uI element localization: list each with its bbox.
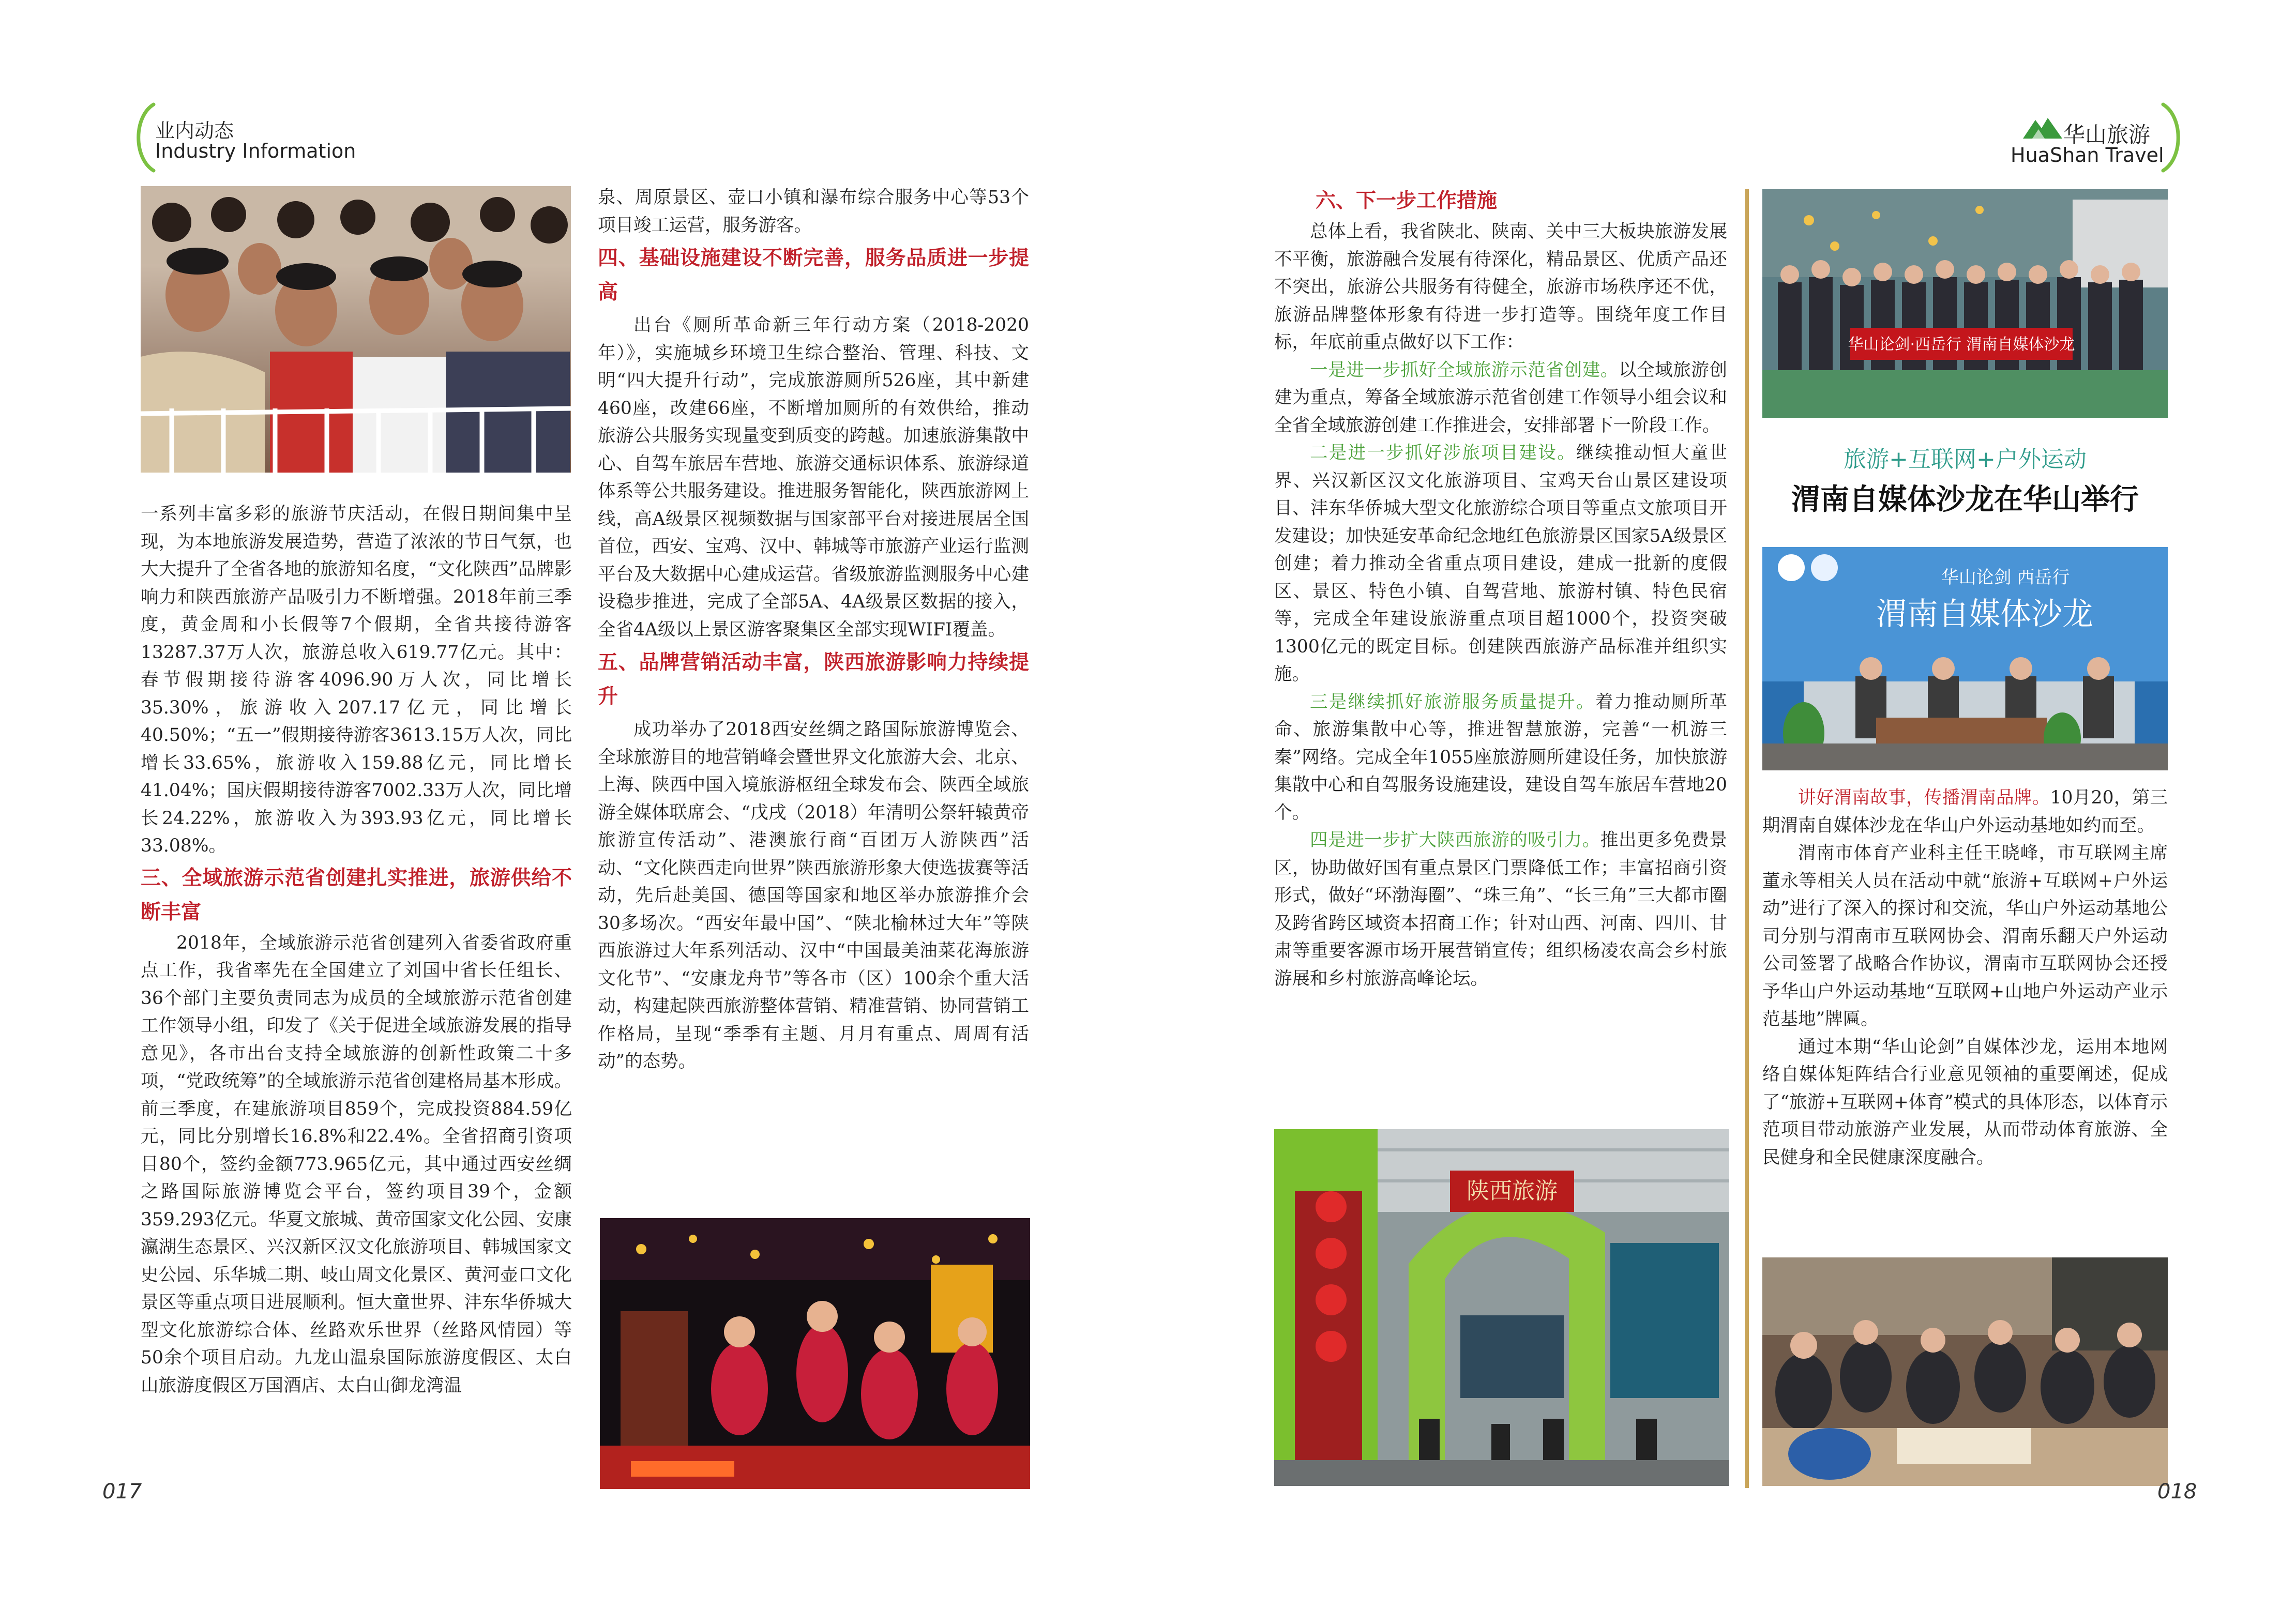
col3-body1: 以全域旅游创建为重点，筹备全域旅游示范省创建工作领导小组会议和全省全域旅游创建工作推进会，安排部署下一阶段工作。 bbox=[1274, 359, 1728, 436]
col3-lead1: 一是进一步抓好全域旅游示范省创建。 bbox=[1310, 359, 1619, 381]
photo-night-festival bbox=[600, 1218, 1030, 1489]
stage-banner-line1: 华山论剑 西岳行 bbox=[1941, 567, 2070, 588]
photo-exhibition-hall bbox=[1274, 1129, 1729, 1486]
col4-para1 bbox=[1762, 784, 2168, 840]
stage-banner-line2: 渭南自媒体沙龙 bbox=[1876, 596, 2093, 632]
section3-heading: 三、全域旅游示范省创建扎实推进，旅游供给不断丰富 bbox=[141, 866, 572, 924]
col4-text bbox=[1762, 784, 2168, 1172]
header-right-logo-en: HuaShan Travel bbox=[2011, 144, 2164, 166]
col4-para3: 通过本期“华山论剑”自媒体沙龙，运用本地网络自媒体矩阵结合行业意见领袖的重要阐述，促成了“旅游+互联网+体育”模式的具体形态，以体育示范项目带动旅游产业发展，从而带动体育旅游、全民健身和全民健康深度融合。 bbox=[1762, 1036, 2168, 1168]
col4-para2: 渭南市体育产业科主任王晓峰，市互联网主席董永等相关人员在活动中就“旅游+互联网+户外运动”进行了深入的探讨和交流，华山户外运动基地公司分别与渭南市互联网协会、渭南乐翻天户外运动公司签署了战略合作协议，渭南市互联网协会还授予华山户外运动基地“互联网+山地户外运动产业示范基地”牌匾。 bbox=[1762, 843, 2168, 1029]
col3-item2 bbox=[1274, 439, 1727, 689]
article-title: 渭南自媒体沙龙在华山举行 bbox=[1791, 483, 2139, 517]
col2-para2: 出台《厕所革命新三年行动方案（2018-2020年）》，实施城乡环境卫生综合整治、管理、科技、文明“四大提升行动”，完成旅游厕所526座，其中新建460座，改建66座，不断增加厕所的有效供给，推动旅游公共服务实现量变到质变的跨越。加速旅游集散中心、自驾车旅居车营地、旅游交通标识体系、旅游绿道体系等公共服务建设。推进服务智能化，陕西旅游网上线，高A级景区视频数据与国家部平台对接进展居全国首位，西安、宝鸡、汉中、韩城等市旅游产业运行监测平台及大数据中心建成运营。省级旅游监测服务中心建设稳步推进，完成了全部5A、4A级景区数据的接入，全省4A级以上景区游客聚集区全部实现WIFI覆盖。 bbox=[598, 315, 1029, 640]
col3-body2: 继续推动恒大童世界、兴汉新区汉文化旅游项目、宝鸡天台山景区建设项目、沣东华侨城大型文化旅游综合项目等重点文旅项目开发建设；加快延安革命纪念地红色旅游景区国家5A级景区创建；着力推动全省重点项目建设，建成一批新的度假区、景区、特色小镇、自驾营地、旅游村镇、特色民宿等，完成全年建设旅游重点项目超1000个，投资突破1300亿元的既定目标。创建陕西旅游产品标准并组织实施。 bbox=[1274, 443, 1727, 685]
page-number-right: 018 bbox=[2157, 1480, 2197, 1504]
col3-item3 bbox=[1274, 689, 1727, 827]
article-kicker: 旅游+互联网+户外运动 bbox=[1844, 446, 2087, 473]
col3-item4 bbox=[1274, 827, 1727, 993]
group-banner-text: 华山论剑·西岳行 渭南自媒体沙龙 bbox=[1848, 336, 2075, 354]
col1-text bbox=[141, 500, 572, 1400]
page-number-left: 017 bbox=[102, 1480, 142, 1504]
col3-lead2: 二是进一步抓好涉旅项目建设。 bbox=[1310, 443, 1576, 463]
header-left-title-en: Industry Information bbox=[155, 140, 356, 162]
col2-para1: 泉、周原景区、壶口小镇和瀑布综合服务中心等53个项目竣工运营，服务游客。 bbox=[598, 187, 1029, 236]
col1-para1: 一系列丰富多彩的旅游节庆活动，在假日期间集中呈现，为本地旅游发展造势，营造了浓浓的节日气氛，也大大提升了全省各地的旅游知名度，“文化陕西”品牌影响力和陕西旅游产品吸引力不断增强。2018年前三季度，黄金周和小长假等7个假期，全省共接待游客13287.37万人次，旅游总收入619.77亿元。其中：春节假期接待游客4096.90万人次，同比增长35.30%，旅游收入207.17亿元，同比增长40.50%；“五一”假期接待游客3613.15万人次，同比增长33.65%，旅游收入159.88亿元，同比增长41.04%；国庆假期接待游客7002.33万人次，同比增长24.22%，旅游收入为393.93亿元，同比增长33.08%。 bbox=[141, 504, 572, 856]
header-right-arc bbox=[2155, 101, 2186, 174]
column-divider-rule bbox=[1745, 189, 1749, 1488]
col3-lead4: 四是进一步扩大陕西旅游的吸引力。 bbox=[1310, 830, 1600, 851]
section4-heading: 四、基础设施建设不断完善，服务品质进一步提高 bbox=[598, 247, 1029, 304]
col3-text bbox=[1274, 184, 1727, 993]
huashan-logo-icon bbox=[2022, 115, 2063, 141]
col4-body1: 10月20，第三期渭南自媒体沙龙在华山户外运动基地如约而至。 bbox=[1762, 787, 2168, 836]
photo-salon-discussion bbox=[1762, 1257, 2168, 1486]
col4-lead: 讲好渭南故事，传播渭南品牌。 bbox=[1798, 787, 2050, 808]
exhibition-sign-text: 陕西旅游 bbox=[1467, 1178, 1558, 1204]
header-left-title-cn: 业内动态 bbox=[155, 119, 234, 142]
photo-group-banner bbox=[1762, 189, 2168, 418]
col3-body3: 着力推动厕所革命、旅游集散中心等，推进智慧旅游，完善“一机游三秦”网络。完成全年1055座旅游厕所建设任务，加快旅游集散中心和自驾服务设施建设，建设自驾车旅居车营地20个。 bbox=[1274, 691, 1728, 823]
photo-crowd-at-railing bbox=[141, 186, 571, 473]
col3-body4: 推出更多免费景区，协助做好国有重点景区门票降低工作；丰富招商引资形式，做好“环渤海圈”、“珠三角”、“长三角”三大都市圈及跨省跨区域资本招商工作；针对山西、河南、四川、甘肃等重要客源市场开展营销宣传；组织杨凌农高会乡村旅游展和乡村旅游高峰论坛。 bbox=[1274, 830, 1728, 989]
col3-lead3: 三是继续抓好旅游服务质量提升。 bbox=[1310, 691, 1595, 712]
col3-para1: 总体上看，我省陕北、陕南、关中三大板块旅游发展不平衡，旅游融合发展有待深化，精品景区、优质产品还不突出，旅游公共服务有待健全，旅游市场秩序还不优，旅游品牌整体形象有待进一步打造等。围绕年度工作目标，年底前重点做好以下工作： bbox=[1274, 221, 1727, 353]
header-right-logo-cn: 华山旅游 bbox=[2063, 122, 2151, 147]
col2-para3: 成功举办了2018西安丝绸之路国际旅游博览会、全球旅游目的地营销峰会暨世界文化旅游大会、北京、上海、陕西中国入境旅游枢纽全球发布会、陕西全域旅游全媒体联席会、“戊戌（2018）年清明公祭轩辕黄帝旅游宣传活动”、港澳旅行商“百团万人游陕西”活动、“文化陕西走向世界”陕西旅游形象大使选拔赛等活动，先后赴美国、德国等国家和地区举办旅游推介会30多场次。“西安年最中国”、“陕北榆林过大年”等陕西旅游过大年系列活动、汉中“中国最美油菜花海旅游文化节”、“安康龙舟节”等各市（区）100余个重大活动，构建起陕西旅游整体营销、精准营销、协同营销工作格局，呈现“季季有主题、月月有重点、周周有活动”的态势。 bbox=[598, 719, 1029, 1072]
section6-heading: 六、下一步工作措施 bbox=[1316, 189, 1498, 213]
col2-text bbox=[598, 184, 1029, 1076]
section5-heading: 五、品牌营销活动丰富，陕西旅游影响力持续提升 bbox=[598, 651, 1029, 708]
col3-item1 bbox=[1274, 357, 1727, 440]
photo-salon-stage bbox=[1762, 547, 2168, 770]
col1-para2: 2018年，全域旅游示范省创建列入省委省政府重点工作，我省率先在全国建立了刘国中省长任组长、36个部门主要负责同志为成员的全域旅游示范省创建工作领导小组，印发了《关于促进全域旅游发展的指导意见》，各市出台支持全域旅游的创新性政策二十多项，“党政统筹”的全域旅游示范省创建格局基本形成。前三季度，在建旅游项目859个，完成投资884.59亿元，同比分别增长16.8%和22.4%。全省招商引资项目80个，签约金额773.965亿元，其中通过西安丝绸之路国际旅游博览会平台，签约项目39个，金额359.293亿元。华夏文旅城、黄帝国家文化公园、安康瀛湖生态景区、兴汉新区汉文化旅游项目、韩城国家文史公园、乐华城二期、岐山周文化景区、黄河壶口文化景区等重点项目进展顺利。恒大童世界、沣东华侨城大型文化旅游综合体、丝路欢乐世界（丝路风情园）等50余个项目启动。九龙山温泉国际旅游度假区、太白山旅游度假区万国酒店、太白山御龙湾温 bbox=[141, 932, 572, 1396]
